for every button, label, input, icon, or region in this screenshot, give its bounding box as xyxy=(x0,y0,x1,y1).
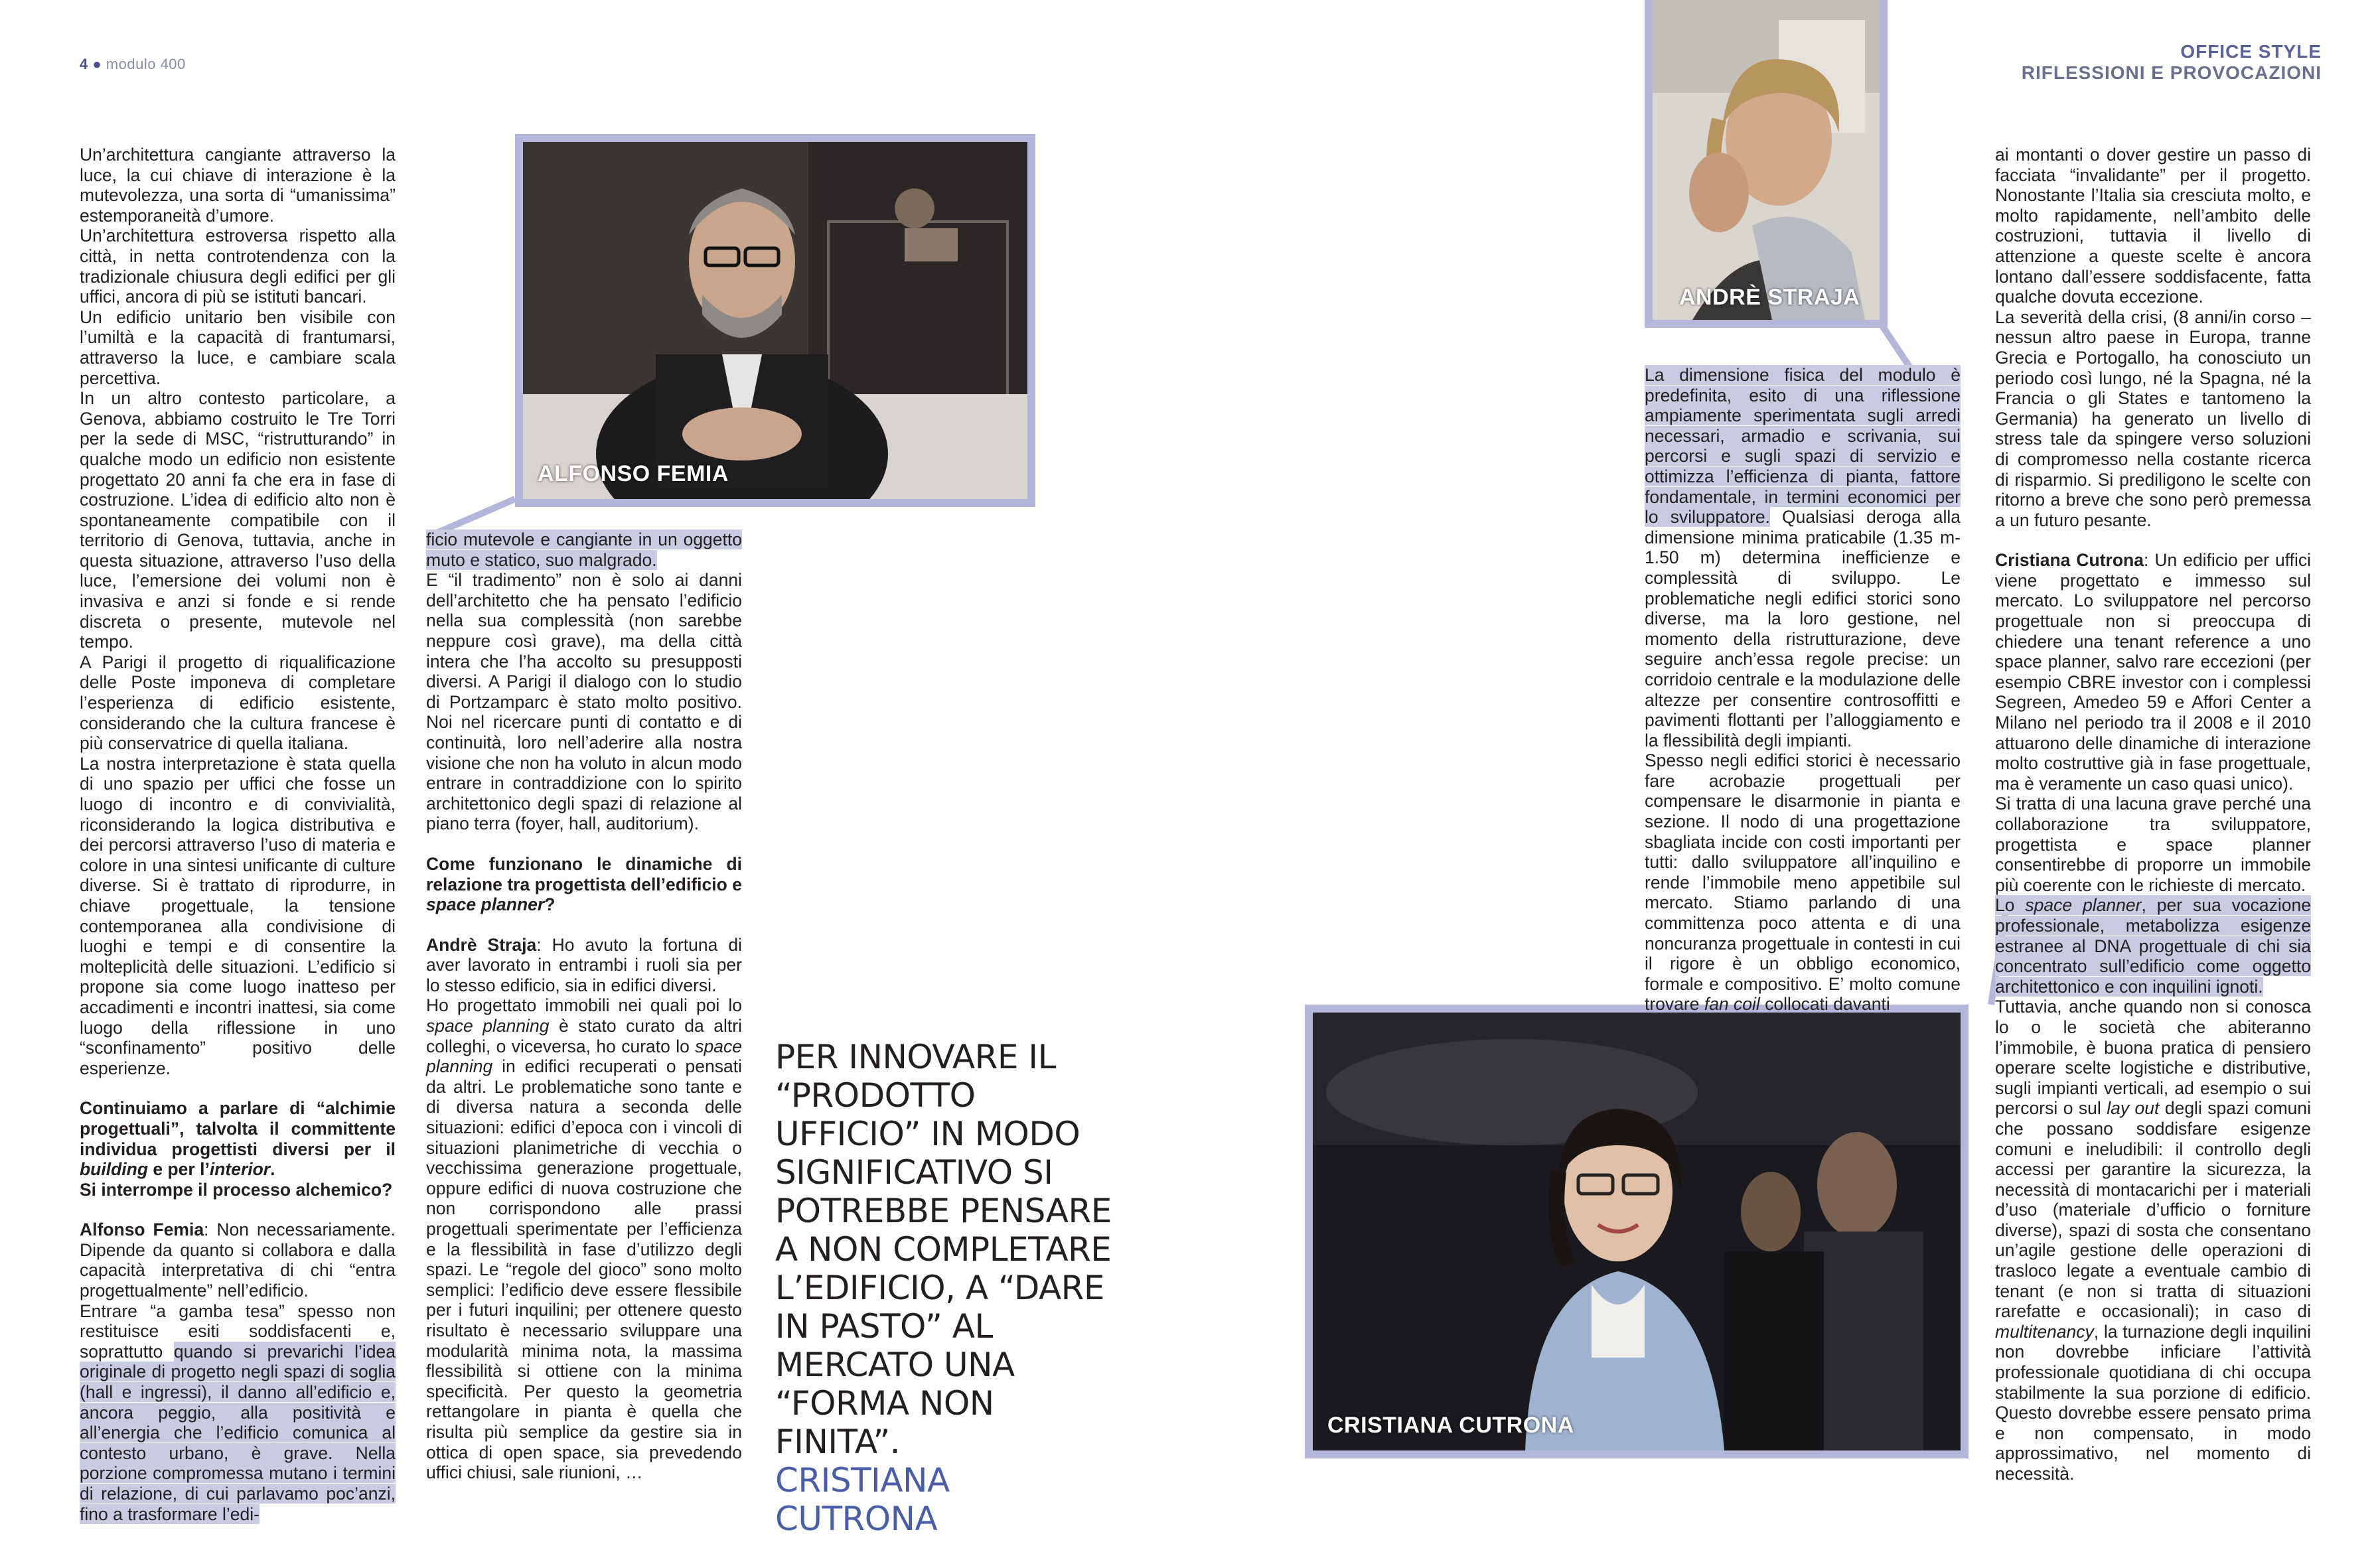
paragraph: La severità della crisi, (8 anni/in corso – nessun altro paese in Europa, tranne Grecia e Portogallo, ha conosciuto un periodo così lungo, né la Spagna, né la Francia o gli States e tantomeno la Germania) ha generato un livello di stress tale da spingere verso soluzioni di compromesso nella costante ricerca di risparmio. Si prediligono le scelte con ritorno a breve che sono però premessa a un futuro pesante. xyxy=(1995,307,2311,530)
column-2 xyxy=(426,529,742,1483)
caption-femia: ALFONSO FEMIA xyxy=(538,461,729,486)
caption-straja: ANDRÈ STRAJA xyxy=(1679,285,1860,310)
speaker-name: Cristiana Cutrona xyxy=(1995,550,2144,571)
portrait-cutrona xyxy=(1313,1013,1961,1450)
highlighted-text: Lo space planner, per sua vocazione professionale, metabolizza esigenze estranee al DNA progettuale di chi sia concentrato sull’edificio come oggetto architettonico e con inquilini ignoti. xyxy=(1995,895,2312,997)
interview-answer: Cristiana Cutrona: Un edificio per uffici viene progettato e immesso sul mercato. Lo sviluppatore nel percorso progettuale non si preoccupa di chiedere una tenant reference a uno space planner, salvo rare eccezioni (per esempio CBRE investor con i complessi Segreen, Amedeo 59 e Affori Center a Milano nel periodo tra il 2008 e il 2010 attuarono delle dinamiche di interazione molto costruttive già in fase progettuale, ma è veramente un caso quasi unico). xyxy=(1995,550,2311,794)
paragraph: Tuttavia, anche quando non si conosca lo o le società che abiteranno l’immobile, è buona pratica di pensiero operare scelte logistiche e distributive, sugli impianti verticali, ad esempio o sui percorsi o sul lay out degli spazi comuni che possano soddisfare esigenze comuni e ineludibili: il controllo degli accessi per garantire la sicurezza, la necessità di montacarichi per i materiali d’uso (materiale d’ufficio o forniture diverse), spazi di sosta che consentano un’agile gestione delle operazioni di trasloco legate a eventuale cambio di tenant (e non si tratta di situazioni rarefatte e occasionali); in caso di multitenancy, la turnazione degli inquilini non dovrebbe inficiare l’attività professionale quotidiana di chi occupa stabilmente la sua porzione di edificio. Questo dovrebbe essere pensato prima e non compensato, in modo approssimativo, nel momento di necessità. xyxy=(1995,997,2312,1484)
paragraph: ai montanti o dover gestire un passo di facciata “invalidante” per il progetto. Nonostante l’Italia sia cresciuta molto, e molto rapidamente, nell’ambito delle costruzioni, tuttavia il livello di attenzione a queste scelte è ancora lontano dall’essere soddisfacente, fatta qualche dovuta eccezione. xyxy=(1995,145,2311,307)
paragraph: Spesso negli edifici storici è necessario fare acrobazie progettuali per compensare le disarmonie in pianta e sezione. Il nodo di una progettazione sbagliata incide con costi importanti per tutti: dallo sviluppatore all’inquilino e rende l’immobile meno appetibile sul mercato. Stiamo parlando di una committenza poco attenta e di una noncuranza progettuale in contesti in cui il rigore è un obbligo economico, formale e compositivo. E’ molto comune trovare fan coil collocati davanti xyxy=(1645,750,1961,1015)
paragraph xyxy=(1995,895,2311,997)
paragraph: Ho progettato immobili nei quali poi lo space planning è stato curato da altri colleghi, o viceversa, ho curato lo space planning in edifici recuperati o pensati da altri. Le problematiche sono tante e di diversa natura a seconda delle situazioni: edifici d’epoca con i vincoli di situazioni planimetriche di vecchia o vecchissima generazione progettuale, oppure edifici di nuova costruzione che non corrispondono alle prassi progettuali sperimentate per l’efficienza e la flessibilità in fase d’utilizzo degli spazi. Le “regole del gioco” sono molto semplici: l’edificio deve essere flessibile per i futuri inquilini; per ottenere questo risultato è necessario sviluppare una modularità minima nota, la massima flessibilità si ottiene con la minima specificità. Per questo la geometria rettangolare in pianta è quella che risulta più semplice da gestire sia in ottica di open space, sia prevedendo uffici chiusi, sale riunioni, … xyxy=(426,995,742,1483)
column-1 xyxy=(80,145,396,1524)
pull-quote-author: CRISTIANA CUTRONA xyxy=(775,1461,950,1538)
paragraph: In un altro contesto particolare, a Genova, abbiamo costruito le Tre Torri per la sede di MSC, “ristrutturando” in qualche modo un edificio non esistente progettato 20 anni fa che era in fase di costruzione. L’idea di edificio alto non è spontaneamente compatibile con il territorio di Genova, tuttavia, anche in questa situazione, attraverso l’uso della luce, l’emersione dei volumi non è invasiva e anzi si fonde e si rende discreta o presente, mutevole nel tempo. xyxy=(80,388,396,652)
paragraph: Un’architettura estroversa rispetto alla città, in netta controtendenza con la tradizionale chiusura degli edifici per gli uffici, ancora di più se istituti bancari. xyxy=(80,226,396,307)
portrait-femia xyxy=(523,142,1027,499)
interview-answer: Alfonso Femia: Non necessariamente. Dipende da quanto si collabora e dalla capacità interpretativa di chi “entra progettualmente” nell’edificio. xyxy=(80,1220,396,1301)
paragraph: La dimensione fisica del modulo è predefinita, esito di una riflessione ampiamente sperimentata sugli arredi necessari, armadio e scrivania, sui percorsi e sugli spazi di servizio e ottimizza l’efficienza di pianta, fattore fondamentale, in termini economici per lo sviluppatore. Qualsiasi deroga alla dimensione minima praticabile (1.35 m-1.50 m) determina inefficienze e complessità di sviluppo. Le problematiche negli edifici storici sono diverse, ma la loro gestione, nel momento della ristrutturazione, deve seguire anch’essa regole precise: un corridoio centrale e la modulazione delle altezze per consentire controsoffitti e pavimenti flottanti per l’alloggiamento e la flessibilità degli impianti. xyxy=(1645,365,1961,750)
highlighted-text: ficio mutevole e cangiante in un oggetto muto e statico, suo malgrado. xyxy=(426,529,742,570)
section-title: OFFICE STYLE xyxy=(2180,41,2322,62)
column-3 xyxy=(1645,365,1961,1015)
paragraph: La nostra interpretazione è stata quella di uno spazio per uffici che fosse un luogo di incontro e di convivialità, riconsiderando la logica distributiva e dei percorsi attraverso l’uso di materia e colore in una sintesi unificante di culture diverse. Si è trattato di riprodurre, in chiave progettuale, la tensione contemporanea alla condivisione di luoghi e tempi e di consentire la molteplicità delle situazioni. L’edificio si propone sia come luogo inatteso per accadimenti e incontri inattesi, sia come luogo della riflessione in uno “sconfinamento” positivo delle esperienze. xyxy=(80,753,396,1078)
paragraph: A Parigi il progetto di riqualificazione delle Poste imponeva di completare l’esperienza di edificio esistente, considerando che la cultura francese è più conservatrice di quella italiana. xyxy=(80,652,396,754)
interview-question: Come funzionano le dinamiche di relazione tra progettista dell’edificio e space planner? xyxy=(426,853,742,915)
column-4 xyxy=(1995,145,2311,1484)
highlighted-text: La dimensione fisica del modulo è predefinita, esito di una riflessione ampiamente sperimentata sugli arredi necessari, armadio e scrivania, sui percorsi e sugli spazi di servizio e ottimizza l’efficienza di pianta, fattore fondamentale, in termini economici per lo sviluppatore. xyxy=(1645,365,1961,528)
interview-answer: Andrè Straja: Ho avuto la fortuna di aver lavorato in entrambi i ruoli sia per lo stesso edificio, sia in edifici diversi. xyxy=(426,934,743,995)
paragraph: Un edificio unitario ben visibile con l’umiltà e la capacità di frantumarsi, attraverso la luce, e cambiare scala percettiva. xyxy=(80,307,396,388)
page-number: 4 xyxy=(80,56,88,72)
bullet-icon: ● xyxy=(92,56,102,72)
speaker-name: Alfonso Femia xyxy=(80,1220,204,1240)
pull-quote xyxy=(775,1038,1120,1538)
interview-answer: Entrare “a gamba tesa” spesso non restituisce esiti soddisfacenti e, soprattutto quando si prevarichi l’idea originale di progetto negli spazi di soglia (hall e ingressi), il danno all’edificio e, ancora peggio, alla positività e all’energia che l’edificio comunica al contesto urbano, è grave. Nella porzione compromessa mutano i termini di relazione, di cui parlavamo poc’anzi, fino a trasformare l’edi- xyxy=(80,1301,396,1524)
caption-cutrona: CRISTIANA CUTRONA xyxy=(1327,1413,1574,1438)
photo-alfonso-femia xyxy=(515,134,1035,507)
paragraph: Si tratta di una lacuna grave perché una collaborazione tra sviluppatore, progettista e space planner consentirebbe di proporre un immobile più coerente con le richieste di mercato. xyxy=(1995,794,2311,895)
magazine-name: modulo 400 xyxy=(106,56,186,72)
pull-quote-text: PER INNOVARE IL “PRODOTTO UFFICIO” IN MODO SIGNIFICATIVO SI POTREBBE PENSARE A NON COMPLETARE L’EDIFICIO, A “DARE IN PASTO” AL MERCATO UNA “FORMA NON FINITA”. xyxy=(775,1038,1112,1461)
portrait-straja xyxy=(1653,0,1880,320)
speaker-name: Andrè Straja xyxy=(426,934,537,955)
highlighted-text: quando si prevarichi l’idea originale di progetto negli spazi di soglia (hall e ingressi), il danno all’edificio e, ancora peggio, alla positività e all’energia che l’edificio comunica al contesto urbano, è grave. Nella porzione compromessa mutano i termini di relazione, di cui parlavamo poc’anzi, fino a trasformare l’edi- xyxy=(80,1341,396,1524)
paragraph xyxy=(426,529,742,570)
photo-cristiana-cutrona xyxy=(1305,1005,1969,1458)
interview-question: Continuiamo a parlare di “alchimie progettuali”, talvolta il committente individua progettisti diversi per il building e per l’interior. Si interrompe il processo alchemico? xyxy=(80,1098,396,1200)
section-subtitle: RIFLESSIONI E PROVOCAZIONI xyxy=(2021,62,2322,83)
paragraph: Un’architettura cangiante attraverso la luce, la cui chiave di interazione è la mutevolezza, una sorta di “umanissima” estemporaneità d’umore. xyxy=(80,145,396,226)
photo-andre-straja xyxy=(1645,0,1888,328)
paragraph: E “il tradimento” non è solo ai danni dell’architetto che ha pensato l’edificio nella sua complessità (non sarebbe neppure così grave), ma della città intera che l’ha accolto su presupposti diversi. A Parigi il dialogo con lo studio di Portzamparc è stato molto positivo. Noi nel ricercare punti di contatto e di continuità, loro nell’aderire alla nostra visione che non ha voluto in alcun modo entrare in contraddizione con lo spirito architettonico degli spazi di relazione al piano terra (foyer, hall, auditorium). xyxy=(426,570,742,834)
